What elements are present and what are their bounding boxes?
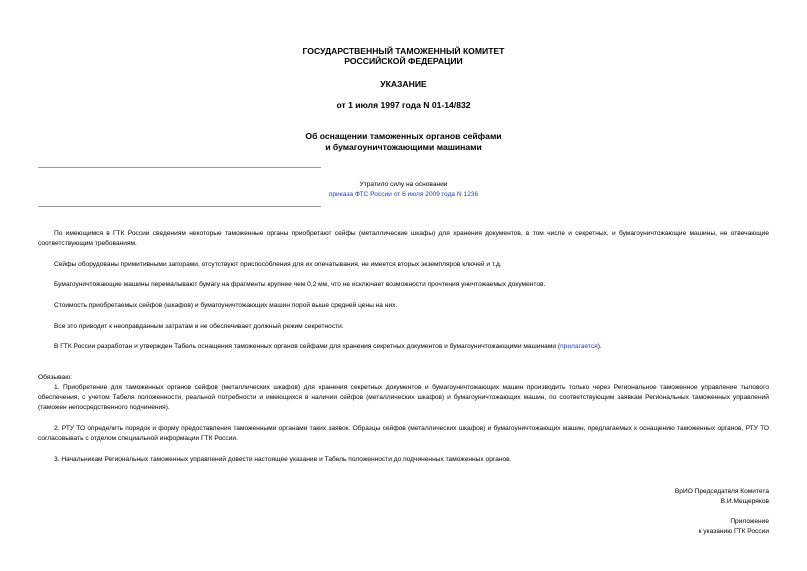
lost-force-link[interactable]: приказа ФТС России от 6 июля 2009 года N 1236 bbox=[328, 191, 479, 198]
document-date-number: от 1 июля 1997 года N 01-14/832 bbox=[336, 100, 471, 110]
lost-force-note: Утратило силу на основании bbox=[359, 181, 448, 188]
paragraph-6-end: ). bbox=[597, 343, 602, 350]
signature-name: В.И.Мещеряков bbox=[720, 498, 769, 505]
paragraph-6-text: В ГТК России разработан и утвержден Табель оснащения таможенных органов сейфами для хранения секретных документов и бумагоуничтожающими машинами ( bbox=[54, 343, 561, 350]
appendix-link[interactable]: прилагается bbox=[560, 343, 598, 350]
paragraph-3: Бумагоуничтожающие машины перемалывают бумагу на фрагменты крупнее чем 0,2 мм, что не исключает возможности прочтения уничтожаемых документов. bbox=[54, 281, 546, 288]
obligate-heading: Обязываю: bbox=[38, 374, 72, 381]
order-item-3: 3. Начальникам Региональных таможенных управлений довести настоящее указание и Табель положенности до подчиненных таможенных органов. bbox=[54, 456, 512, 463]
order-item-1: 1. Приобретение для таможенных органов сейфов (металлических шкафов) для хранения секретных документов и бумагоуничтожающих машин производить только через Региональное таможенное управление тылового обеспечения, с учетом Табеля положенности, реальной потребности и имеющихся в наличии сейфов (металлических шкафов) и бумагоуничтожающих машин, по соответствующим заявкам Региональных таможенных управлений (таможен непосредственного подчинения). bbox=[38, 384, 769, 411]
appendix-reference: к указанию ГТК России bbox=[698, 528, 769, 535]
paragraph-5: Все это приводит к неоправданным затратам и не обеспечивает должный режим секретности. bbox=[54, 323, 344, 330]
committee-name-line1: ГОСУДАРСТВЕННЫЙ ТАМОЖЕННЫЙ КОМИТЕТ bbox=[302, 46, 505, 56]
divider-top bbox=[38, 167, 321, 168]
signature-position: ВрИО Председателя Комитета bbox=[674, 488, 769, 495]
lost-force-link-line bbox=[0, 190, 807, 200]
order-item-2: 2. РТУ ТО определить порядок и форму предоставления таможенными органами таких заявок. Образцы сейфов (металлических шкафов) и бумагоуничтожающих машин, предлагаемых к оснащению таможенных органов, РТУ ТО согласовывать с отделом специальной информации ГТК России. bbox=[38, 425, 769, 442]
paragraph-2: Сейфы оборудованы примитивными запорами, отсутствуют приспособления для их опечатывания, не имеется вторых экземпляров ключей и т.д. bbox=[54, 261, 502, 268]
paragraph-6 bbox=[38, 342, 769, 352]
appendix-label: Приложение bbox=[730, 518, 769, 525]
document-type: УКАЗАНИЕ bbox=[380, 79, 427, 89]
document-title-line2: и бумагоуничтожающими машинами bbox=[325, 142, 482, 152]
committee-name-line2: РОССИЙСКОЙ ФЕДЕРАЦИИ bbox=[344, 56, 463, 66]
paragraph-4: Стоимость приобретаемых сейфов (шкафов) и бумагоуничтожающих машин порой выше средней цены на них. bbox=[54, 302, 398, 309]
divider-bottom bbox=[38, 206, 321, 207]
document-title-line1: Об оснащении таможенных органов сейфами bbox=[305, 131, 502, 141]
paragraph-1: По имеющимся в ГТК России сведениям некоторые таможенные органы приобретают сейфы (металлические шкафы) для хранения документов, в том числе и секретных, и бумагоуничтожающие машины, не отвечающие соответствующим требованиям. bbox=[38, 230, 769, 247]
